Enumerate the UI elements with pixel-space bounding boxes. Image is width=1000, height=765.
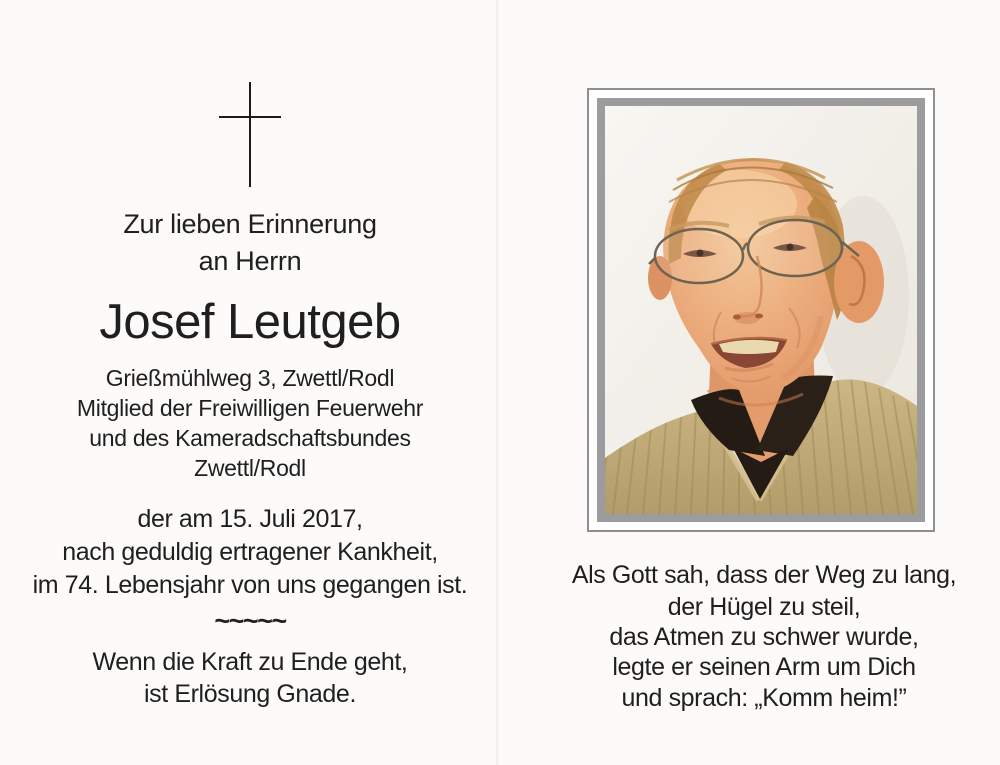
right-verse-line-5: und sprach: „Komm heim!” [621, 684, 907, 712]
tilde-divider: ~~~~~ [214, 606, 286, 636]
portrait-illustration [605, 106, 917, 514]
intro-line-2: an Herrn [198, 246, 302, 276]
left-verse-line-2: ist Erlösung Gnade. [144, 680, 356, 708]
intro-line-1: Zur lieben Erinnerung [123, 209, 377, 239]
right-verse-line-3: das Atmen zu schwer wurde, [609, 623, 919, 651]
right-verse-line-4: legte er seinen Arm um Dich [612, 653, 916, 681]
right-page [500, 0, 1000, 765]
membership-line-2: und des Kameradschaftsbundes [89, 425, 411, 451]
membership-line-3: Zwettl/Rodl [194, 455, 306, 481]
death-line-3: im 74. Lebensjahr von uns gegangen ist. [32, 571, 468, 599]
death-line-2: nach geduldig ertragener Kankheit, [62, 538, 438, 566]
portrait-photo [597, 98, 925, 522]
portrait-photo-frame [587, 88, 935, 532]
address-line: Grießmühlweg 3, Zwettl/Rodl [105, 365, 395, 391]
right-verse-line-2: der Hügel zu steil, [667, 593, 861, 621]
membership-line-1: Mitglied der Freiwilligen Feuerwehr [76, 395, 424, 421]
left-verse-line-1: Wenn die Kraft zu Ende geht, [92, 648, 408, 676]
death-line-1: der am 15. Juli 2017, [137, 505, 363, 533]
right-verse-line-1: Als Gott sah, dass der Weg zu lang, [571, 561, 957, 589]
deceased-name: Josef Leutgeb [99, 295, 401, 349]
